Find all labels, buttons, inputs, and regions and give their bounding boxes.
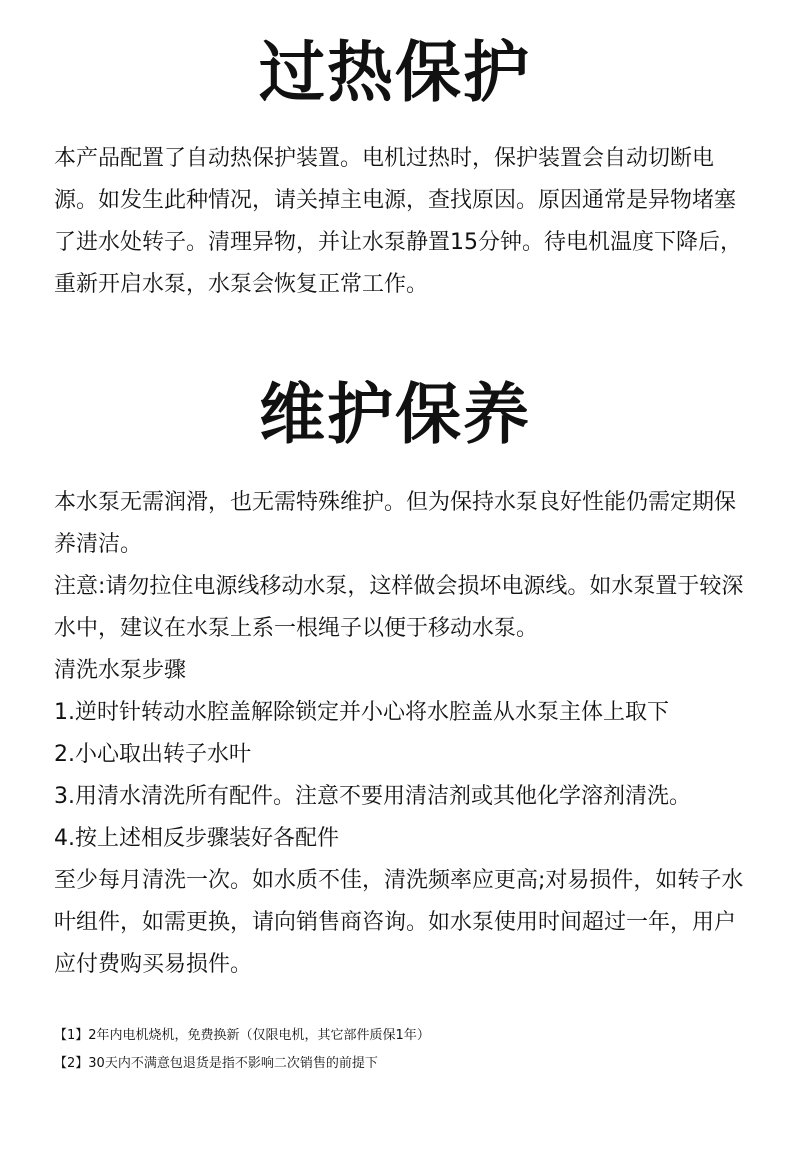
cleaning-steps-heading: 清洗水泵步骤 (54, 658, 187, 683)
overheat-protection-title: 过热保护 (259, 34, 531, 111)
overheat-protection-section (54, 138, 744, 306)
warranty-note-1: 【1】2年内电机烧机，免费换新（仅限电机，其它部件质保1年） (54, 1028, 430, 1043)
warranty-notes (54, 1022, 744, 1078)
maintenance-intro: 本水泵无需润滑，也无需特殊维护。但为保持水泵良好性能仍需定期保养清洁。 (54, 490, 737, 557)
overheat-protection-paragraph: 本产品配置了自动热保护装置。电机过热时，保护装置会自动切断电源。如发生此种情况，请关掉主电源，查找原因。原因通常是异物堵塞了进水处转子。清理异物，并让水泵静置15分钟。待电机温度下降后，重新开启水泵，水泵会恢复正常工作。 (54, 146, 742, 297)
warranty-note-2: 【2】30天内不满意包退货是指不影响二次销售的前提下 (54, 1056, 378, 1071)
cleaning-step-1: 1.逆时针转动水腔盖解除锁定并小心将水腔盖从水泵主体上取下 (54, 700, 669, 725)
maintenance-section (54, 482, 744, 986)
maintenance-caution: 注意:请勿拉住电源线移动水泵，这样做会损坏电源线。如水泵置于较深水中，建议在水泵上系一根绳子以便于移动水泵。 (54, 574, 744, 641)
cleaning-step-2: 2.小心取出转子水叶 (54, 742, 251, 767)
maintenance-title: 维护保养 (259, 376, 531, 453)
cleaning-step-3: 3.用清水清洗所有配件。注意不要用清洁剂或其他化学溶剂清洗。 (54, 784, 691, 809)
cleaning-step-4: 4.按上述相反步骤装好各配件 (54, 826, 339, 851)
cleaning-frequency: 至少每月清洗一次。如水质不佳，清洗频率应更高;对易损件，如转子水叶组件，如需更换，请向销售商咨询。如水泵使用时间超过一年，用户应付费购买易损件。 (54, 868, 744, 977)
